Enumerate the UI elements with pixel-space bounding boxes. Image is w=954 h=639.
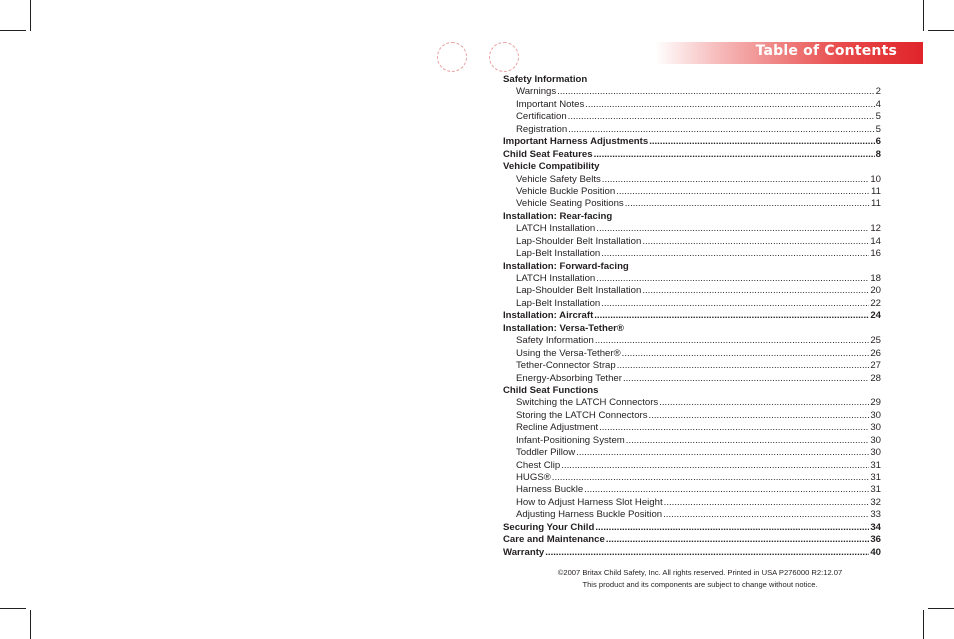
toc-entry-title: Vehicle Compatibility (503, 161, 600, 173)
toc-entry[interactable] (503, 86, 881, 98)
dot-leader (601, 298, 869, 310)
toc-entry-title: Registration (516, 123, 568, 135)
toc-entry-title: LATCH Installation (516, 223, 596, 235)
registration-mark-icon (437, 42, 467, 72)
toc-entry-title: Warnings (516, 86, 557, 98)
dot-leader (617, 360, 870, 372)
toc-entry-title: Storing the LATCH Connectors (516, 409, 648, 421)
toc-entry[interactable] (503, 111, 881, 123)
toc-entry[interactable] (503, 509, 881, 521)
crop-mark (0, 608, 26, 609)
toc-page-number: 30 (870, 447, 881, 459)
dot-leader (606, 534, 869, 546)
dot-leader (625, 198, 870, 210)
toc-entry-title: Lap-Belt Installation (516, 297, 601, 309)
crop-mark (30, 610, 31, 639)
notice-line: This product and its components are subject to change without notice. (582, 580, 818, 589)
toc-entry[interactable] (503, 447, 881, 459)
toc-entry-title: Child Seat Functions (503, 384, 599, 396)
toc-entry-title: Recline Adjustment (516, 422, 599, 434)
toc-page-number: 30 (870, 409, 881, 421)
toc-entry-title: Lap-Shoulder Belt Installation (516, 285, 642, 297)
toc-section[interactable] (503, 522, 881, 534)
toc-section[interactable] (503, 74, 881, 86)
toc-page-number: 11 (871, 198, 881, 210)
toc-entry-title: Vehicle Safety Belts (516, 173, 601, 185)
toc-page-number: 8 (875, 148, 881, 160)
dot-leader (585, 99, 874, 111)
toc-entry[interactable] (503, 223, 881, 235)
toc-entry-title: Tether-Connector Strap (516, 360, 616, 372)
dot-leader (659, 397, 869, 409)
toc-entry-title: Infant-Positioning System (516, 434, 625, 446)
toc-page-number: 20 (870, 285, 881, 297)
crop-mark (923, 610, 924, 639)
toc-page-number: 24 (870, 310, 881, 322)
dot-leader (596, 223, 869, 235)
toc-entry[interactable] (503, 186, 881, 198)
crop-mark (30, 0, 31, 31)
toc-page-number: 30 (870, 422, 881, 434)
toc-entry-title: Chest Clip (516, 459, 561, 471)
dot-leader (622, 348, 870, 360)
toc-entry-title: Installation: Rear-facing (503, 210, 613, 222)
toc-entry-title: HUGS® (516, 472, 551, 483)
dot-leader (557, 86, 874, 98)
toc-section[interactable] (503, 261, 881, 273)
toc-page-number: 31 (870, 472, 881, 483)
toc-page-number: 26 (870, 347, 881, 359)
toc-page-number: 27 (870, 360, 881, 372)
toc-entry-title: Child Seat Features (503, 148, 593, 160)
toc-entry-title: Switching the LATCH Connectors (516, 397, 659, 409)
toc-entry-title: Using the Versa-Tether® (516, 347, 621, 359)
dot-leader (663, 509, 869, 521)
toc-entry[interactable] (503, 484, 881, 496)
toc-entry-title: Toddler Pillow (516, 447, 576, 459)
dot-leader (568, 124, 874, 136)
dot-leader (545, 547, 869, 559)
dot-leader (664, 497, 870, 509)
toc-page-number: 11 (871, 185, 881, 197)
dot-leader (623, 373, 869, 385)
page-title: Table of Contents (755, 43, 897, 59)
toc-entry[interactable] (503, 435, 881, 447)
crop-mark (923, 0, 924, 31)
dot-leader (642, 236, 869, 248)
toc-entry[interactable] (503, 497, 881, 509)
dot-leader (584, 484, 869, 496)
toc-entry-title: Vehicle Buckle Position (516, 185, 616, 197)
dot-leader (568, 111, 875, 123)
toc-page-number: 31 (870, 484, 881, 496)
toc-entry-title: Warranty (503, 546, 545, 558)
toc-entry-title: Safety Information (516, 335, 594, 347)
toc-page-number: 5 (875, 123, 881, 135)
toc-entry-title: Energy-Absorbing Tether (516, 372, 622, 384)
dot-leader (595, 522, 869, 534)
toc-page-number: 32 (870, 496, 881, 508)
toc-entry-title: How to Adjust Harness Slot Height (516, 496, 663, 508)
dot-leader (626, 435, 870, 447)
toc-entry[interactable] (503, 273, 881, 285)
toc-entry[interactable] (503, 397, 881, 409)
dot-leader (616, 186, 870, 198)
toc-page-number: 4 (875, 98, 881, 110)
title-banner (655, 42, 923, 64)
dot-leader (649, 410, 870, 422)
toc-page-number: 16 (870, 248, 881, 260)
toc-section[interactable] (503, 323, 881, 335)
dot-leader (594, 310, 869, 322)
toc-page-number: 30 (870, 434, 881, 446)
toc-entry[interactable] (503, 99, 881, 111)
toc-page-number: 10 (870, 173, 881, 185)
toc-section[interactable] (503, 136, 881, 148)
toc-section[interactable] (503, 534, 881, 546)
dot-leader (596, 273, 869, 285)
toc-page-number: 22 (870, 297, 881, 309)
dot-leader (595, 335, 869, 347)
copyright-line: ©2007 Britax Child Safety, Inc. All rights reserved. Printed in USA P276000 R2:12.07 (557, 568, 843, 577)
toc-page-number: 33 (870, 509, 881, 521)
toc-entry[interactable] (503, 236, 881, 248)
toc-page-number: 31 (870, 459, 881, 471)
toc-entry-title: Vehicle Seating Positions (516, 198, 624, 210)
toc-page-number: 14 (870, 235, 881, 247)
dot-leader (552, 472, 870, 484)
toc-entry[interactable] (503, 460, 881, 472)
toc-section[interactable] (503, 211, 881, 223)
toc-page-number: 28 (870, 372, 881, 384)
toc-section[interactable] (503, 310, 881, 322)
toc-page-number: 25 (870, 335, 881, 347)
toc-entry-title: Lap-Belt Installation (516, 248, 601, 260)
toc-entry-title: Securing Your Child (503, 521, 595, 533)
toc-entry-title: Harness Buckle (516, 484, 584, 496)
toc-page-number: 36 (870, 534, 881, 546)
toc-entry[interactable] (503, 360, 881, 372)
toc-entry-title: Installation: Versa-Tether® (503, 322, 624, 334)
toc-entry-title: Important Harness Adjustments (503, 136, 649, 148)
toc-entry[interactable] (503, 248, 881, 260)
toc-entry-title: Adjusting Harness Buckle Position (516, 509, 663, 521)
toc-entry[interactable] (503, 335, 881, 347)
toc-entry-title: Installation: Aircraft (503, 310, 594, 322)
toc-page-number: 40 (870, 546, 881, 558)
dot-leader (642, 285, 869, 297)
toc-section[interactable] (503, 161, 881, 173)
table-of-contents (503, 74, 881, 559)
toc-entry[interactable] (503, 198, 881, 210)
toc-entry-title: Important Notes (516, 98, 585, 110)
toc-page-number: 29 (870, 397, 881, 409)
toc-entry[interactable] (503, 422, 881, 434)
dot-leader (561, 460, 869, 472)
toc-page-number: 6 (875, 136, 881, 148)
dot-leader (599, 422, 869, 434)
crop-mark (0, 30, 26, 31)
toc-page-number: 12 (870, 223, 881, 235)
toc-page-number: 2 (875, 86, 881, 98)
toc-entry-title: Certification (516, 111, 567, 123)
dot-leader (601, 248, 869, 260)
registration-mark-icon (489, 42, 519, 72)
toc-entry-title: Lap-Shoulder Belt Installation (516, 235, 642, 247)
toc-page-number: 5 (875, 111, 881, 123)
toc-entry-title: LATCH Installation (516, 273, 596, 284)
toc-entry[interactable] (503, 373, 881, 385)
toc-entry[interactable] (503, 472, 881, 484)
toc-entry[interactable] (503, 174, 881, 186)
toc-entry-title: Installation: Forward-facing (503, 260, 629, 272)
toc-section[interactable] (503, 149, 881, 161)
toc-entry[interactable] (503, 348, 881, 360)
toc-entry-title: Care and Maintenance (503, 534, 605, 546)
dot-leader (594, 149, 875, 161)
toc-entry[interactable] (503, 410, 881, 422)
toc-section[interactable] (503, 547, 881, 559)
dot-leader (649, 136, 874, 148)
toc-entry-title: Safety Information (503, 74, 588, 85)
crop-mark (928, 608, 954, 609)
crop-mark (928, 30, 954, 31)
toc-entry[interactable] (503, 124, 881, 136)
toc-page-number: 18 (870, 273, 881, 284)
dot-leader (602, 174, 870, 186)
toc-page-number: 34 (870, 521, 881, 533)
toc-entry[interactable] (503, 285, 881, 297)
toc-section[interactable] (503, 385, 881, 397)
dot-leader (576, 447, 869, 459)
toc-entry[interactable] (503, 298, 881, 310)
